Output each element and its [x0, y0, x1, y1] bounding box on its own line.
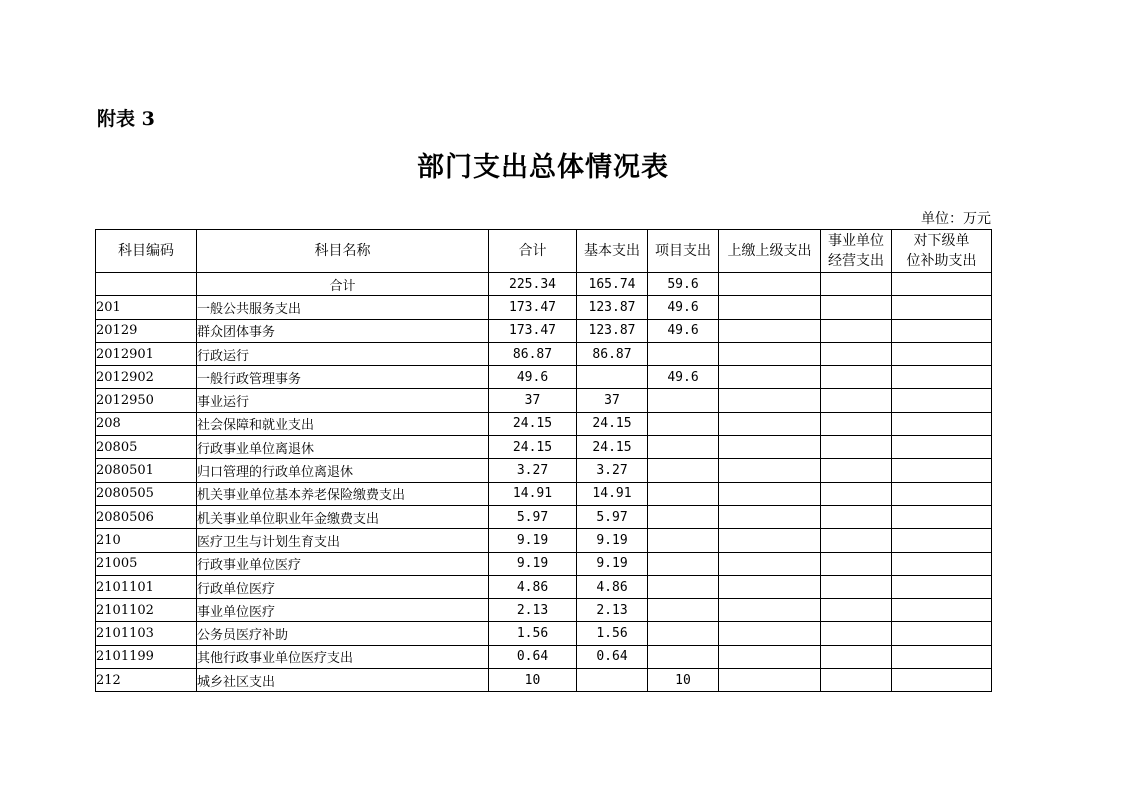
table-row [96, 296, 992, 319]
table-row [96, 436, 992, 459]
cell-project [648, 342, 719, 365]
cell-name: 医疗卫生与计划生育支出 [197, 529, 489, 552]
cell-total: 37 [489, 389, 577, 412]
cell-project: 49.6 [648, 296, 719, 319]
expenditure-table [95, 229, 992, 692]
col-header-operating [821, 230, 892, 273]
cell-operating [821, 552, 892, 575]
cell-project [648, 645, 719, 668]
cell-operating [821, 366, 892, 389]
cell-code: 2080505 [96, 482, 197, 505]
cell-subsidy [892, 296, 992, 319]
cell-name: 机关事业单位职业年金缴费支出 [197, 505, 489, 528]
cell-code: 20805 [96, 436, 197, 459]
cell-operating [821, 412, 892, 435]
table-row [96, 529, 992, 552]
cell-code: 2101199 [96, 645, 197, 668]
cell-basic: 14.91 [577, 482, 648, 505]
cell-project: 49.6 [648, 319, 719, 342]
cell-total: 24.15 [489, 436, 577, 459]
cell-name: 机关事业单位基本养老保险缴费支出 [197, 482, 489, 505]
cell-project [648, 575, 719, 598]
cell-remit [719, 669, 821, 692]
cell-basic [577, 669, 648, 692]
cell-subsidy [892, 389, 992, 412]
cell-basic: 123.87 [577, 319, 648, 342]
cell-total: 5.97 [489, 505, 577, 528]
cell-subsidy [892, 622, 992, 645]
cell-total: 14.91 [489, 482, 577, 505]
table-row [96, 645, 992, 668]
cell-remit [719, 575, 821, 598]
cell-code: 212 [96, 669, 197, 692]
page-title: 部门支出总体情况表 [417, 152, 669, 183]
cell-code: 208 [96, 412, 197, 435]
col-header-name: 科目名称 [197, 230, 489, 273]
cell-basic [577, 366, 648, 389]
cell-name: 一般行政管理事务 [197, 366, 489, 389]
appendix-label: 附表 3 [97, 108, 155, 130]
cell-subsidy [892, 436, 992, 459]
cell-name: 社会保障和就业支出 [197, 412, 489, 435]
cell-project: 49.6 [648, 366, 719, 389]
cell-remit [719, 319, 821, 342]
cell-subsidy [892, 645, 992, 668]
cell-basic: 0.64 [577, 645, 648, 668]
cell-operating [821, 436, 892, 459]
cell-code: 2101101 [96, 575, 197, 598]
cell-name: 一般公共服务支出 [197, 296, 489, 319]
cell-code: 2012950 [96, 389, 197, 412]
cell-operating [821, 529, 892, 552]
cell-code: 2012901 [96, 342, 197, 365]
cell-project [648, 412, 719, 435]
cell-remit [719, 436, 821, 459]
cell-subsidy [892, 669, 992, 692]
cell-operating [821, 389, 892, 412]
cell-total: 0.64 [489, 645, 577, 668]
cell-code: 21005 [96, 552, 197, 575]
cell-code: 2080506 [96, 505, 197, 528]
cell-total: 9.19 [489, 529, 577, 552]
col-header-subsidy-line2: 位补助支出 [906, 253, 977, 269]
cell-project [648, 482, 719, 505]
cell-name: 行政事业单位离退休 [197, 436, 489, 459]
cell-code: 2101103 [96, 622, 197, 645]
col-header-basic: 基本支出 [577, 230, 648, 273]
cell-name: 行政单位医疗 [197, 575, 489, 598]
cell-operating [821, 459, 892, 482]
cell-subsidy [892, 342, 992, 365]
cell-subsidy [892, 529, 992, 552]
col-header-subsidy-line1: 对下级单 [913, 233, 970, 249]
cell-basic: 86.87 [577, 342, 648, 365]
cell-name: 事业运行 [197, 389, 489, 412]
cell-total: 2.13 [489, 599, 577, 622]
cell-basic: 24.15 [577, 412, 648, 435]
col-header-operating-line1: 事业单位 [828, 233, 884, 249]
cell-name: 其他行政事业单位医疗支出 [197, 645, 489, 668]
cell-operating [821, 319, 892, 342]
cell-remit [719, 482, 821, 505]
cell-subsidy [892, 273, 992, 296]
cell-basic: 2.13 [577, 599, 648, 622]
cell-total: 4.86 [489, 575, 577, 598]
cell-remit [719, 529, 821, 552]
cell-operating [821, 273, 892, 296]
cell-subsidy [892, 482, 992, 505]
cell-remit [719, 552, 821, 575]
cell-total: 173.47 [489, 296, 577, 319]
table-row [96, 366, 992, 389]
col-header-project: 项目支出 [648, 230, 719, 273]
cell-remit [719, 273, 821, 296]
cell-remit [719, 389, 821, 412]
cell-basic: 9.19 [577, 552, 648, 575]
cell-project [648, 436, 719, 459]
table-row [96, 599, 992, 622]
table-row [96, 412, 992, 435]
cell-subsidy [892, 575, 992, 598]
cell-total: 9.19 [489, 552, 577, 575]
cell-project [648, 389, 719, 412]
cell-project [648, 622, 719, 645]
cell-total: 173.47 [489, 319, 577, 342]
cell-code: 2080501 [96, 459, 197, 482]
cell-name: 公务员医疗补助 [197, 622, 489, 645]
cell-operating [821, 482, 892, 505]
cell-basic: 1.56 [577, 622, 648, 645]
cell-operating [821, 505, 892, 528]
cell-operating [821, 599, 892, 622]
cell-project [648, 599, 719, 622]
cell-code: 210 [96, 529, 197, 552]
cell-remit [719, 645, 821, 668]
cell-remit [719, 622, 821, 645]
cell-subsidy [892, 599, 992, 622]
col-header-code: 科目编码 [96, 230, 197, 273]
unit-label: 单位：万元 [921, 211, 991, 227]
cell-operating [821, 669, 892, 692]
cell-remit [719, 505, 821, 528]
cell-project [648, 552, 719, 575]
cell-total: 3.27 [489, 459, 577, 482]
cell-name: 事业单位医疗 [197, 599, 489, 622]
cell-basic: 4.86 [577, 575, 648, 598]
col-header-remit: 上缴上级支出 [719, 230, 821, 273]
cell-subsidy [892, 319, 992, 342]
cell-subsidy [892, 552, 992, 575]
cell-subsidy [892, 366, 992, 389]
table-row [96, 552, 992, 575]
cell-total: 225.34 [489, 273, 577, 296]
table-row [96, 389, 992, 412]
table-row [96, 459, 992, 482]
cell-code: 2101102 [96, 599, 197, 622]
cell-operating [821, 575, 892, 598]
cell-total: 10 [489, 669, 577, 692]
cell-basic: 3.27 [577, 459, 648, 482]
cell-subsidy [892, 412, 992, 435]
col-header-total: 合计 [489, 230, 577, 273]
cell-total: 1.56 [489, 622, 577, 645]
cell-name: 城乡社区支出 [197, 669, 489, 692]
table-row [96, 622, 992, 645]
cell-project: 10 [648, 669, 719, 692]
cell-remit [719, 366, 821, 389]
cell-code: 2012902 [96, 366, 197, 389]
cell-operating [821, 645, 892, 668]
cell-project: 59.6 [648, 273, 719, 296]
cell-project [648, 459, 719, 482]
cell-code: 201 [96, 296, 197, 319]
total-label: 合计 [197, 273, 489, 296]
cell-code [96, 273, 197, 296]
cell-basic: 37 [577, 389, 648, 412]
cell-operating [821, 622, 892, 645]
cell-total: 86.87 [489, 342, 577, 365]
cell-name: 归口管理的行政单位离退休 [197, 459, 489, 482]
cell-total: 49.6 [489, 366, 577, 389]
cell-project [648, 505, 719, 528]
cell-subsidy [892, 505, 992, 528]
table-row [96, 342, 992, 365]
table-row [96, 575, 992, 598]
cell-basic: 24.15 [577, 436, 648, 459]
table-row [96, 505, 992, 528]
cell-code: 20129 [96, 319, 197, 342]
cell-remit [719, 459, 821, 482]
total-row [96, 273, 992, 296]
cell-operating [821, 342, 892, 365]
cell-name: 行政事业单位医疗 [197, 552, 489, 575]
cell-remit [719, 412, 821, 435]
col-header-subsidy [892, 230, 992, 273]
table-row [96, 319, 992, 342]
table-header-row [96, 230, 992, 273]
cell-remit [719, 599, 821, 622]
cell-remit [719, 296, 821, 319]
cell-total: 24.15 [489, 412, 577, 435]
table-row [96, 669, 992, 692]
cell-basic: 165.74 [577, 273, 648, 296]
cell-basic: 5.97 [577, 505, 648, 528]
cell-basic: 9.19 [577, 529, 648, 552]
cell-remit [719, 342, 821, 365]
table-row [96, 482, 992, 505]
col-header-operating-line2: 经营支出 [828, 253, 884, 269]
cell-subsidy [892, 459, 992, 482]
cell-name: 群众团体事务 [197, 319, 489, 342]
cell-basic: 123.87 [577, 296, 648, 319]
cell-name: 行政运行 [197, 342, 489, 365]
cell-project [648, 529, 719, 552]
cell-operating [821, 296, 892, 319]
